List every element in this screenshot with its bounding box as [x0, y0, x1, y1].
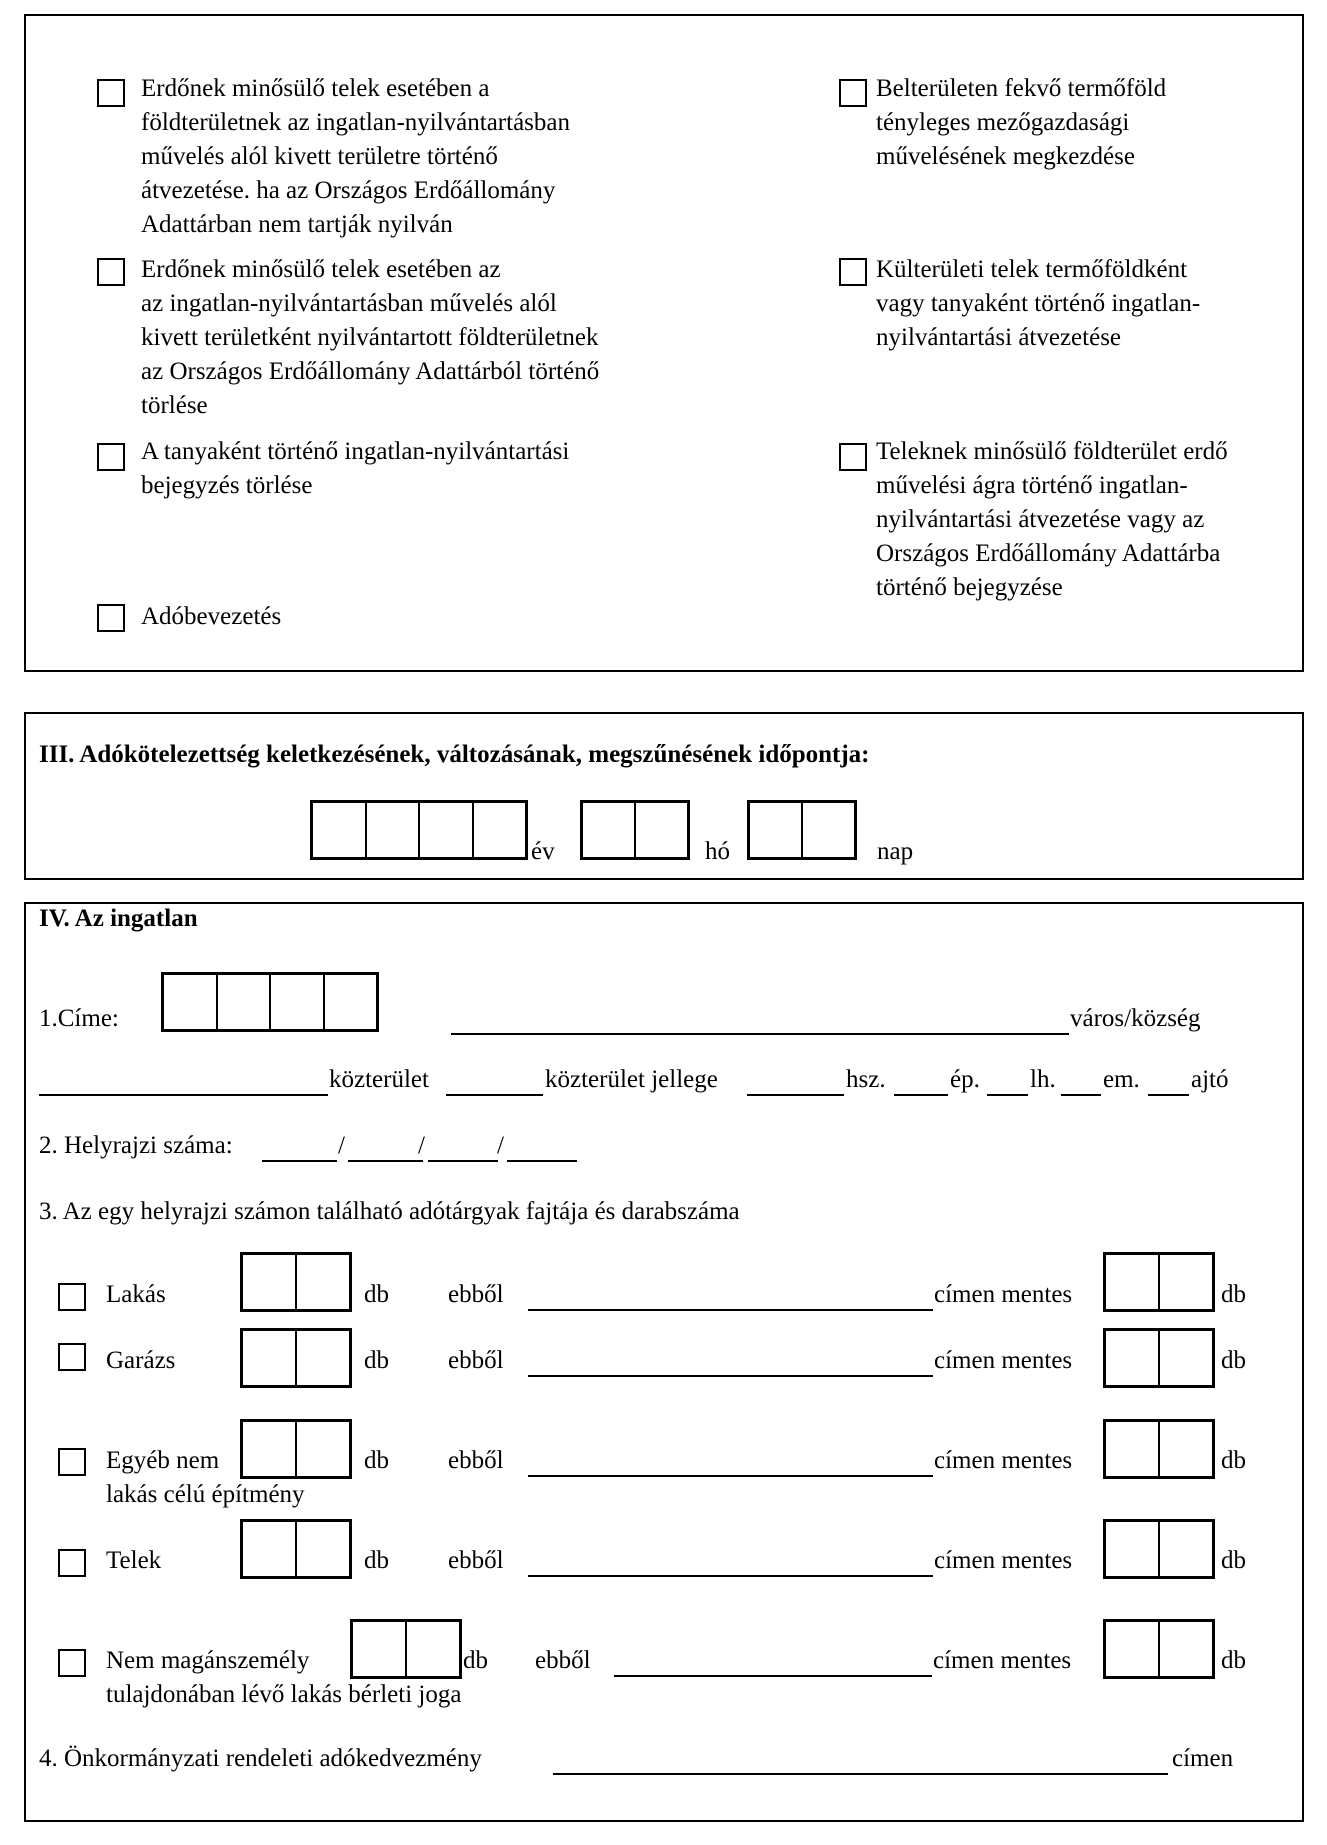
plot-count-input[interactable]	[240, 1519, 352, 1579]
option-label-line: az ingatlan-nyilvántartásban művelés alól	[141, 290, 557, 317]
tax-objects-label: 3. Az egy helyrajzi számon található adótárgyak fajtája és darabszáma	[39, 1198, 740, 1225]
digit-cell[interactable]	[1106, 1255, 1160, 1309]
garage-count-input[interactable]	[240, 1328, 352, 1388]
month-input[interactable]	[580, 800, 690, 860]
tax-allowance-field[interactable]	[553, 1773, 1168, 1775]
staircase-label: lh.	[1030, 1066, 1056, 1093]
checkbox-tax-introduction[interactable]	[97, 604, 125, 632]
option-label-line: Erdőnek minősülő telek esetében az	[141, 256, 501, 283]
garage-label: Garázs	[106, 1347, 176, 1374]
digit-cell[interactable]	[420, 803, 474, 857]
non-residential-label-line: Egyéb nem	[106, 1447, 220, 1474]
garage-exempt-count-input[interactable]	[1103, 1328, 1215, 1388]
checkbox-apartment[interactable]	[58, 1283, 86, 1311]
digit-cell[interactable]	[297, 1255, 349, 1309]
db-label: db	[364, 1281, 389, 1308]
lease-right-label-line: Nem magánszemély	[106, 1647, 310, 1674]
digit-cell[interactable]	[1106, 1522, 1160, 1576]
db-label: db	[1221, 1547, 1246, 1574]
plot-label: Telek	[106, 1547, 162, 1574]
ebbol-label: ebből	[535, 1647, 591, 1674]
option-label-line: Teleknek minősülő földterület erdő	[876, 438, 1228, 465]
db-label: db	[1221, 1281, 1246, 1308]
non-residential-exempt-count-input[interactable]	[1103, 1419, 1215, 1479]
option-label-line: Adóbevezetés	[141, 603, 282, 630]
plot-exempt-count-input[interactable]	[1103, 1519, 1215, 1579]
digit-cell[interactable]	[1160, 1522, 1212, 1576]
option-label-line: földterületnek az ingatlan-nyilvántartásban	[141, 109, 570, 136]
db-label: db	[1221, 1647, 1246, 1674]
ebbol-label: ebből	[448, 1547, 504, 1574]
street-label: közterület	[329, 1066, 429, 1093]
building-label: ép.	[950, 1066, 980, 1093]
digit-cell[interactable]	[803, 803, 854, 857]
non-residential-exemption-field[interactable]	[528, 1475, 933, 1477]
digit-cell[interactable]	[353, 1622, 407, 1676]
house-number-field[interactable]	[747, 1094, 844, 1096]
db-label: db	[364, 1347, 389, 1374]
checkbox-garage[interactable]	[58, 1343, 86, 1371]
digit-cell[interactable]	[325, 975, 377, 1029]
checkbox-forest-register-deletion[interactable]	[97, 258, 125, 286]
tax-allowance-label: 4. Önkormányzati rendeleti adókedvezmény	[39, 1745, 482, 1772]
apartment-count-input[interactable]	[240, 1252, 352, 1312]
ebbol-label: ebből	[448, 1447, 504, 1474]
checkbox-outskirts-land-conversion[interactable]	[839, 258, 867, 286]
parcel-number-field-4[interactable]	[507, 1160, 577, 1162]
checkbox-apartment-lease-right[interactable]	[58, 1649, 86, 1677]
option-label-line: Erdőnek minősülő telek esetében a	[141, 75, 490, 102]
non-residential-count-input[interactable]	[240, 1419, 352, 1479]
digit-cell[interactable]	[1106, 1331, 1160, 1385]
digit-cell[interactable]	[297, 1422, 349, 1476]
checkbox-plot[interactable]	[58, 1549, 86, 1577]
option-label-line: Adattárban nem tartják nyilván	[141, 211, 453, 238]
option-label-line: művelésének megkezdése	[876, 143, 1135, 170]
house-number-label: hsz.	[846, 1066, 886, 1093]
digit-cell[interactable]	[1160, 1622, 1212, 1676]
apartment-exempt-count-input[interactable]	[1103, 1252, 1215, 1312]
option-label-line: törlése	[141, 392, 208, 419]
parcel-number-field-2[interactable]	[348, 1160, 423, 1162]
month-label: hó	[705, 838, 730, 865]
year-label: év	[531, 838, 555, 865]
parcel-number-field-3[interactable]	[428, 1160, 498, 1162]
option-label-line: vagy tanyaként történő ingatlan-	[876, 290, 1201, 317]
digit-cell[interactable]	[1106, 1422, 1160, 1476]
exemption-label: címen mentes	[933, 1647, 1072, 1674]
door-label: ajtó	[1191, 1066, 1229, 1093]
db-label: db	[1221, 1447, 1246, 1474]
digit-cell[interactable]	[583, 803, 636, 857]
building-field[interactable]	[894, 1094, 948, 1096]
option-label-line: átvezetése. ha az Országos Erdőállomány	[141, 177, 556, 204]
city-label: város/község	[1070, 1005, 1201, 1032]
digit-cell[interactable]	[474, 803, 526, 857]
checkbox-non-residential-building[interactable]	[58, 1448, 86, 1476]
street-type-field[interactable]	[446, 1094, 543, 1096]
option-label-line: Belterületen fekvő termőföld	[876, 75, 1167, 102]
option-label-line: Külterületi telek termőföldként	[876, 256, 1188, 283]
db-label: db	[463, 1647, 488, 1674]
year-input[interactable]	[310, 800, 528, 860]
exemption-label: címen mentes	[934, 1447, 1073, 1474]
digit-cell[interactable]	[243, 1255, 297, 1309]
digit-cell[interactable]	[297, 1331, 349, 1385]
section-4-title: IV. Az ingatlan	[39, 905, 198, 932]
digit-cell[interactable]	[271, 975, 325, 1029]
apartment-label: Lakás	[106, 1281, 166, 1308]
option-label-line: művelési ágra történő ingatlan-	[876, 472, 1188, 499]
digit-cell[interactable]	[297, 1522, 349, 1576]
checkbox-farm-registration-deletion[interactable]	[97, 443, 125, 471]
parcel-number-field-1[interactable]	[262, 1160, 337, 1162]
plot-exemption-field[interactable]	[528, 1575, 933, 1577]
checkbox-plot-to-forest-conversion[interactable]	[839, 443, 867, 471]
floor-label: em.	[1103, 1066, 1140, 1093]
postal-code-input[interactable]	[161, 972, 379, 1032]
lease-right-exempt-count-input[interactable]	[1103, 1619, 1215, 1679]
lease-right-label-line: tulajdonában lévő lakás bérleti joga	[106, 1681, 462, 1708]
apartment-exemption-field[interactable]	[528, 1309, 933, 1311]
digit-cell[interactable]	[218, 975, 272, 1029]
ebbol-label: ebből	[448, 1347, 504, 1374]
day-input[interactable]	[747, 800, 857, 860]
parcel-separator: /	[418, 1132, 425, 1159]
lease-right-exemption-field[interactable]	[614, 1675, 932, 1677]
exemption-label: címen mentes	[934, 1281, 1073, 1308]
tax-allowance-suffix: címen	[1172, 1745, 1234, 1772]
option-label-line: A tanyaként történő ingatlan-nyilvántartási	[141, 438, 570, 465]
day-label: nap	[877, 838, 914, 865]
digit-cell[interactable]	[1106, 1622, 1160, 1676]
digit-cell[interactable]	[243, 1422, 297, 1476]
option-label-line: bejegyzés törlése	[141, 472, 313, 499]
digit-cell[interactable]	[367, 803, 421, 857]
digit-cell[interactable]	[243, 1331, 297, 1385]
garage-exemption-field[interactable]	[528, 1375, 933, 1377]
street-type-label: közterület jellege	[545, 1066, 718, 1093]
ebbol-label: ebből	[448, 1281, 504, 1308]
parcel-separator: /	[338, 1132, 345, 1159]
digit-cell[interactable]	[1160, 1331, 1212, 1385]
option-label-line: történő bejegyzése	[876, 574, 1063, 601]
digit-cell[interactable]	[1160, 1422, 1212, 1476]
option-label-line: nyilvántartási átvezetése	[876, 324, 1122, 351]
exemption-label: címen mentes	[934, 1347, 1073, 1374]
checkbox-agricultural-cultivation-start[interactable]	[839, 79, 867, 107]
parcel-number-label: 2. Helyrajzi száma:	[39, 1132, 233, 1159]
digit-cell[interactable]	[243, 1522, 297, 1576]
digit-cell[interactable]	[313, 803, 367, 857]
checkbox-forest-land-conversion[interactable]	[97, 79, 125, 107]
street-name-field[interactable]	[39, 1094, 328, 1096]
db-label: db	[1221, 1347, 1246, 1374]
section-3-title: III. Adókötelezettség keletkezésének, változásának, megszűnésének időpontja:	[39, 741, 870, 768]
non-residential-label-line: lakás célú építmény	[106, 1481, 305, 1508]
option-label-line: az Országos Erdőállomány Adattárból történő	[141, 358, 600, 385]
staircase-field[interactable]	[987, 1094, 1028, 1096]
digit-cell[interactable]	[164, 975, 218, 1029]
option-label-line: kivett területként nyilvántartott földterületnek	[141, 324, 599, 351]
floor-field[interactable]	[1061, 1094, 1101, 1096]
option-label-line: művelés alól kivett területre történő	[141, 143, 498, 170]
door-field[interactable]	[1148, 1094, 1189, 1096]
option-label-line: nyilvántartási átvezetése vagy az	[876, 506, 1205, 533]
db-label: db	[364, 1547, 389, 1574]
option-label-line: tényleges mezőgazdasági	[876, 109, 1130, 136]
option-label-line: Országos Erdőállomány Adattárba	[876, 540, 1221, 567]
digit-cell[interactable]	[636, 803, 687, 857]
lease-right-count-input[interactable]	[350, 1619, 462, 1679]
digit-cell[interactable]	[750, 803, 803, 857]
address-label: 1.Címe:	[39, 1005, 119, 1032]
parcel-separator: /	[497, 1132, 504, 1159]
city-field[interactable]	[451, 1033, 1069, 1035]
digit-cell[interactable]	[407, 1622, 459, 1676]
db-label: db	[364, 1447, 389, 1474]
exemption-label: címen mentes	[934, 1547, 1073, 1574]
digit-cell[interactable]	[1160, 1255, 1212, 1309]
